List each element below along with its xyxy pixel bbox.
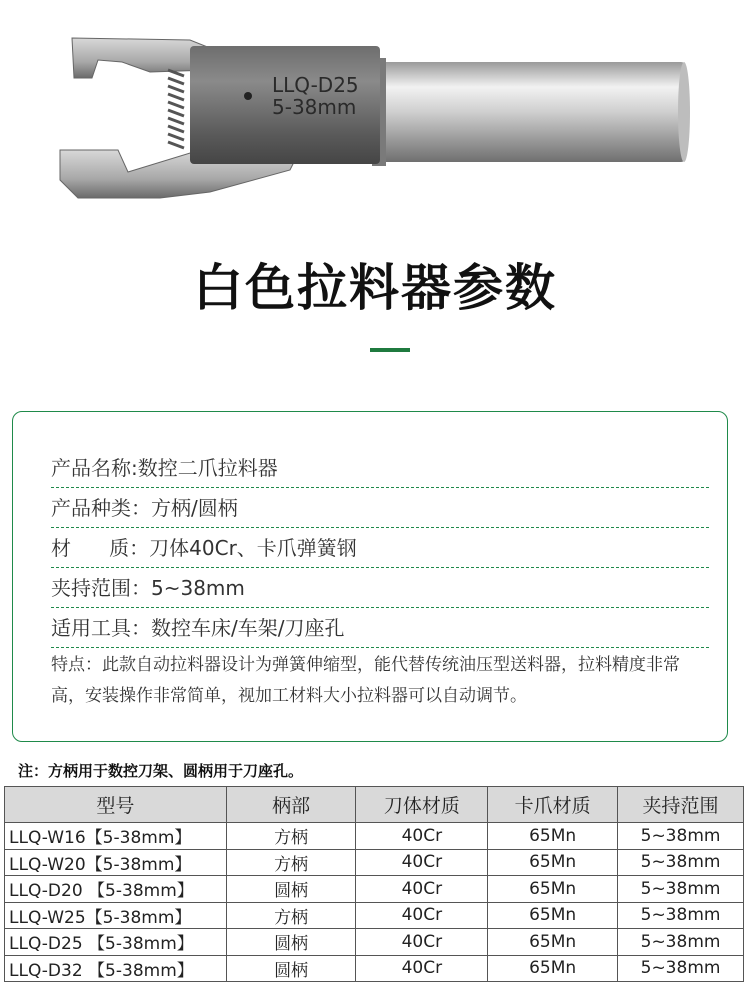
table-header-row [5, 787, 744, 823]
cell-model: LLQ-W16【5-38mm】 [5, 823, 227, 850]
cell-body-material: 40Cr [356, 823, 488, 850]
cell-clamp-range: 5~38mm [618, 849, 744, 876]
cell-model: LLQ-D25 【5-38mm】 [5, 929, 227, 956]
table-row [5, 849, 744, 876]
usage-note: 注：方柄用于数控刀架、圆柄用于刀座孔。 [18, 762, 304, 780]
page-title: 白色拉料器参数 [193, 259, 557, 317]
cell-clamp-range: 5~38mm [618, 929, 744, 956]
header-model: 型号 [5, 787, 227, 823]
table-row [5, 929, 744, 956]
spec-value: 数控车床/车架/刀座孔 [151, 616, 345, 640]
spec-row-material [51, 528, 709, 568]
spring [168, 70, 184, 148]
cell-body-material: 40Cr [356, 902, 488, 929]
cell-model: LLQ-W25【5-38mm】 [5, 902, 227, 929]
model-table [4, 786, 744, 982]
spec-label: 适用工具： [51, 616, 151, 640]
cell-jaw-material: 65Mn [488, 849, 618, 876]
cell-handle: 圆柄 [226, 876, 356, 903]
cell-jaw-material: 65Mn [488, 876, 618, 903]
header-jaw-material: 卡爪材质 [488, 787, 618, 823]
spec-value: 5~38mm [151, 576, 245, 600]
cell-body-material: 40Cr [356, 849, 488, 876]
cell-clamp-range: 5~38mm [618, 902, 744, 929]
cell-handle: 方柄 [226, 823, 356, 850]
spec-row-type [51, 488, 709, 528]
cell-handle: 方柄 [226, 902, 356, 929]
spec-label: 产品种类： [51, 496, 151, 520]
spec-label: 材 质： [51, 536, 150, 560]
cell-clamp-range: 5~38mm [618, 876, 744, 903]
cell-model: LLQ-D20 【5-38mm】 [5, 876, 227, 903]
table-row [5, 955, 744, 982]
table-row [5, 876, 744, 903]
cell-clamp-range: 5~38mm [618, 955, 744, 982]
cell-jaw-material: 65Mn [488, 955, 618, 982]
spec-row-range [51, 568, 709, 608]
spec-label: 产品名称: [51, 456, 138, 480]
cell-body-material: 40Cr [356, 876, 488, 903]
spec-value: 方柄/圆柄 [151, 496, 238, 520]
cell-body-material: 40Cr [356, 955, 488, 982]
cell-model: LLQ-D32 【5-38mm】 [5, 955, 227, 982]
shaft [380, 62, 685, 162]
cell-handle: 方柄 [226, 849, 356, 876]
title-underline [370, 348, 410, 352]
cell-jaw-material: 65Mn [488, 902, 618, 929]
spec-value: 刀体40Cr、卡爪弹簧钢 [149, 536, 357, 560]
cell-jaw-material: 65Mn [488, 929, 618, 956]
cell-body-material: 40Cr [356, 929, 488, 956]
engraving-line1: LLQ-D25 [272, 73, 359, 97]
spec-value: 数控二爪拉料器 [137, 456, 278, 480]
cell-handle: 圆柄 [226, 955, 356, 982]
cell-clamp-range: 5~38mm [618, 823, 744, 850]
cell-jaw-material: 65Mn [488, 823, 618, 850]
cell-handle: 圆柄 [226, 929, 356, 956]
table-row [5, 823, 744, 850]
spec-row-tools [51, 608, 709, 648]
features-text: 特点：此款自动拉料器设计为弹簧伸缩型，能代替传统油压型送料器，拉料精度非常高，安装操作非常简单，视加工材料大小拉料器可以自动调节。 [51, 655, 680, 706]
upper-jaw [72, 38, 210, 78]
spec-box [12, 411, 728, 742]
header-body-material: 刀体材质 [356, 787, 488, 823]
header-handle: 柄部 [226, 787, 356, 823]
product-image [0, 0, 750, 240]
engraving-line2: 5-38mm [272, 95, 357, 119]
cell-model: LLQ-W20【5-38mm】 [5, 849, 227, 876]
table-row [5, 902, 744, 929]
spec-row-name [51, 448, 709, 488]
spec-label: 夹持范围： [51, 576, 151, 600]
header-clamp-range: 夹持范围 [618, 787, 744, 823]
